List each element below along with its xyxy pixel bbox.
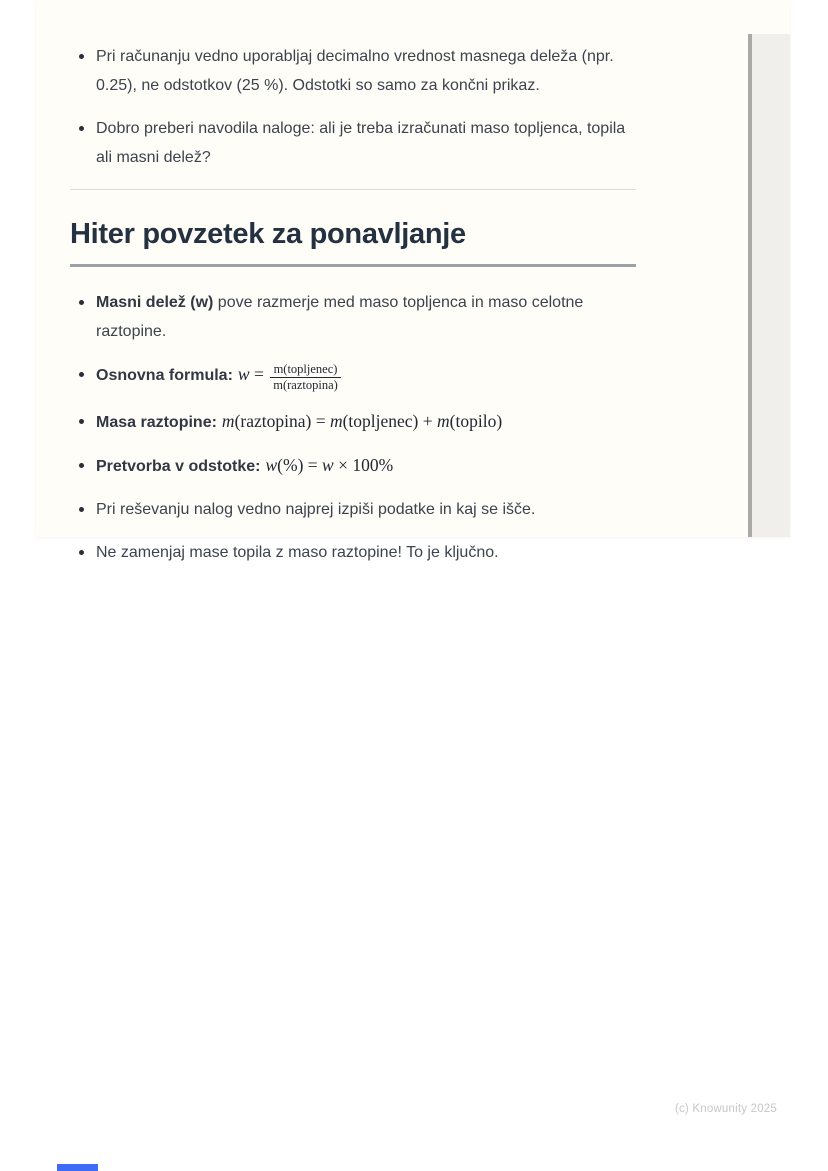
bullet-lead: Pretvorba v odstotke: [96,458,261,475]
text-column [70,42,636,567]
bullet-text: Dobro preberi navodila naloge: ali je treba izračunati maso topljenca, topila ali masni delež? [96,120,626,166]
list-item [70,451,636,481]
intro-bullet-list [70,42,636,172]
bullet-lead: Masa raztopine: [96,414,217,431]
bullet-text: Pri reševanju nalog vedno najprej izpiši podatke in kaj se išče. [96,501,536,518]
list-item [70,360,636,393]
bullet-lead: Osnovna formula: [96,367,233,384]
list-item [70,407,636,437]
scrollbar-track[interactable] [748,34,790,537]
page-corner-accent [57,1164,98,1171]
fraction-numerator: m(topljenec) [270,362,341,378]
bullet-text: Pri računanju vedno uporabljaj decimalno vrednost masnega deleža (npr. 0.25), ne odstotkov (25 %). Odstotki so samo za končni prikaz. [96,48,614,94]
section-divider [70,189,636,190]
document-page [36,0,790,561]
list-item [70,495,636,524]
bullet-text: Ne zamenjaj mase topila z maso raztopine! To je ključno. [96,544,499,561]
fraction [270,362,341,393]
scrollbar-thumb[interactable] [748,34,752,537]
page-content [36,0,636,567]
section-heading: Hiter povzetek za ponavljanje [70,217,636,267]
formula: w(%) = w × 100% [265,455,394,475]
formula: w = [237,364,269,384]
bullet-text: pove razmerje med maso topljenca in maso celotne raztopine. [96,294,584,340]
list-item [70,288,636,346]
list-item [70,42,636,100]
list-item [70,114,636,172]
bullet-lead: Masni delež (w) [96,294,214,311]
fraction-denominator: m(raztopina) [273,378,338,392]
copyright-footer: (c) Knowunity 2025 [674,1103,777,1115]
formula: m(raztopina) = m(topljenec) + m(topilo) [221,411,503,431]
summary-bullet-list [70,288,636,567]
list-item [70,538,636,567]
